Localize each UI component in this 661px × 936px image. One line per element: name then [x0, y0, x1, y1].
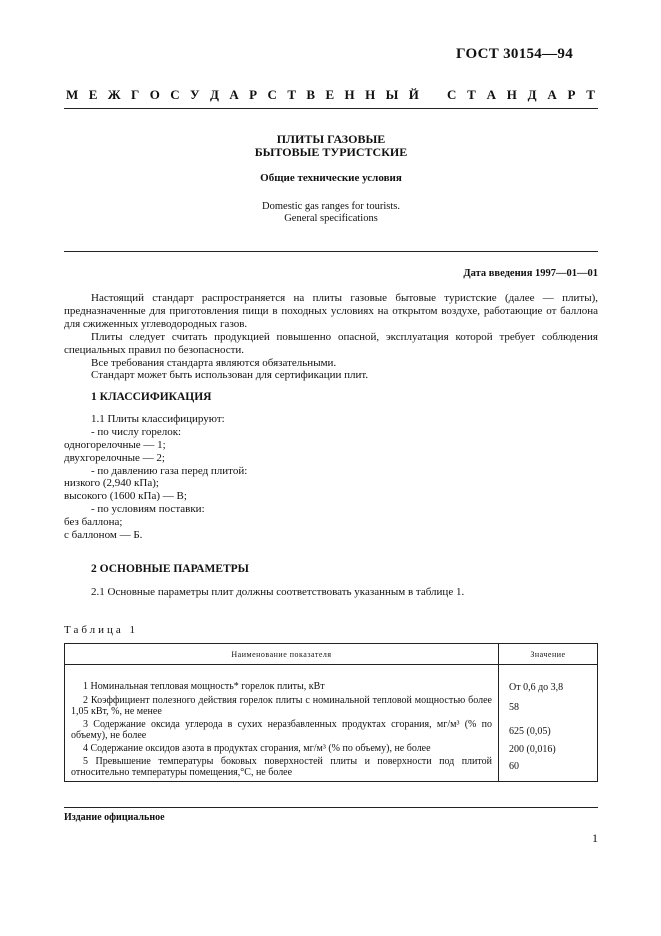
banner-word-standard: [447, 87, 595, 103]
section-line: двухгорелочные — 2;: [64, 451, 165, 464]
section-1: [64, 391, 598, 542]
english-title-line-1: Domestic gas ranges for tourists.: [262, 201, 400, 212]
footer-rule: [64, 807, 598, 808]
title-line-1: ПЛИТЫ ГАЗОВЫЕ: [276, 132, 386, 146]
parameters-table: [64, 643, 598, 782]
banner-letter: Н: [344, 87, 355, 102]
banner-letter: А: [547, 87, 557, 102]
table-header-row: [65, 644, 598, 665]
banner-letter: Й: [408, 87, 419, 102]
banner-letter: Т: [586, 87, 595, 102]
banner-letter: Е: [88, 87, 98, 102]
banner-letter: С: [267, 87, 277, 102]
banner-letter: Ы: [385, 87, 399, 102]
title-block: [64, 133, 598, 159]
section-heading: 2 ОСНОВНЫЕ ПАРАМЕТРЫ: [91, 563, 249, 575]
section-line: одногорелочные — 1;: [64, 438, 166, 451]
banner-letter: Н: [365, 87, 376, 102]
section-line: - по условиям поставки:: [91, 503, 205, 516]
intro-paragraph: Настоящий стандарт распространяется на плиты газовые бытовые туристские (далее — плиты), предназначенные для приготовления пищи в походных условиях на открытом воздухе, работающие от баллона для сжиженных углеводородных газов.: [64, 292, 598, 330]
banner-letter: А: [486, 87, 496, 102]
table-cell-name: 4 Содержание оксидов азота в продуктах сгорания, мг/м³ (% по объему), не более: [65, 741, 499, 755]
introduction-date: Дата введения 1997—01—01: [463, 268, 598, 279]
banner-letter: А: [229, 87, 239, 102]
standard-banner: [66, 87, 595, 103]
table-cell-name: 1 Номинальная тепловая мощность* горелок плиты, кВт: [65, 665, 499, 694]
section-line: без баллона;: [64, 516, 123, 529]
document-code: ГОСТ 30154—94: [456, 46, 574, 62]
banner-letter: С: [170, 87, 180, 102]
intro-paragraph: Все требования стандарта являются обязательными.: [91, 356, 337, 369]
banner-letter: Р: [567, 87, 576, 102]
title-rule: [64, 251, 598, 252]
banner-letter: М: [66, 87, 79, 102]
section-line: - по числу горелок:: [91, 425, 182, 438]
table-row: [65, 665, 598, 694]
banner-letter: У: [190, 87, 200, 102]
section-line: 1.1 Плиты классифицируют:: [91, 412, 225, 425]
banner-letter: Т: [287, 87, 296, 102]
section-2: [64, 563, 598, 599]
subtitle: Общие технические условия: [260, 172, 402, 184]
banner-letter: Е: [325, 87, 335, 102]
section-line: 2.1 Основные параметры плит должны соответствовать указанным в таблице 1.: [91, 585, 465, 598]
table-cell-value: 58: [499, 693, 598, 717]
table-row: [65, 755, 598, 782]
title-line-2: БЫТОВЫЕ ТУРИСТСКИЕ: [254, 145, 408, 159]
table-row: [65, 693, 598, 717]
table-caption: Таблица 1: [64, 624, 139, 636]
table-cell-value: 200 (0,016): [499, 741, 598, 755]
intro-text: [64, 292, 598, 382]
page-number: 1: [592, 831, 598, 845]
table-cell-name: 2 Коэффициент полезного действия горелок плиты с номинальной тепловой мощностью более 1,05 кВт, %, не менее: [65, 693, 499, 717]
section-line: высокого (1600 кПа) — В;: [64, 490, 187, 503]
banner-letter: Ж: [107, 87, 121, 102]
table-cell-name: 5 Превышение температуры боковых поверхностей плиты и поверхности под плитой относительно температуры помещения,°С, не более: [65, 755, 499, 782]
section-line: - по давлению газа перед плитой:: [91, 464, 248, 477]
banner-letter: Д: [210, 87, 219, 102]
column-header-value: Значение: [499, 644, 598, 665]
column-header-name: Наименование показателя: [65, 644, 499, 665]
table-cell-name: 3 Содержание оксида углерода в сухих неразбавленных продуктах сгорания, мг/м³ (% по объему), не более: [65, 717, 499, 741]
official-edition-label: Издание официальное: [64, 812, 165, 823]
banner-letter: Д: [527, 87, 537, 102]
table-cell-value: 625 (0,05): [499, 717, 598, 741]
intro-paragraph: Стандарт может быть использован для сертификации плит.: [91, 369, 369, 382]
top-rule: [64, 108, 598, 109]
english-title: [64, 201, 598, 225]
banner-letter: Г: [131, 87, 140, 102]
intro-paragraph: Плиты следует считать продукцией повышенно опасной, эксплуатация которой требует соблюдения специальных правил по безопасности.: [64, 330, 598, 356]
banner-letter: В: [306, 87, 316, 102]
banner-letter: Т: [467, 87, 476, 102]
table-cell-value: 60: [499, 755, 598, 782]
table-row: [65, 741, 598, 755]
english-title-line-2: General specifications: [284, 213, 378, 224]
banner-letter: С: [447, 87, 457, 102]
banner-letter: О: [149, 87, 160, 102]
table-cell-value: От 0,6 до 3,8: [499, 665, 598, 694]
section-line: с баллоном — Б.: [64, 529, 143, 542]
banner-word-interstate: [66, 87, 419, 103]
section-heading: 1 КЛАССИФИКАЦИЯ: [91, 391, 212, 403]
table-row: [65, 717, 598, 741]
banner-letter: Н: [506, 87, 517, 102]
section-line: низкого (2,940 кПа);: [64, 477, 159, 490]
banner-letter: Р: [249, 87, 258, 102]
